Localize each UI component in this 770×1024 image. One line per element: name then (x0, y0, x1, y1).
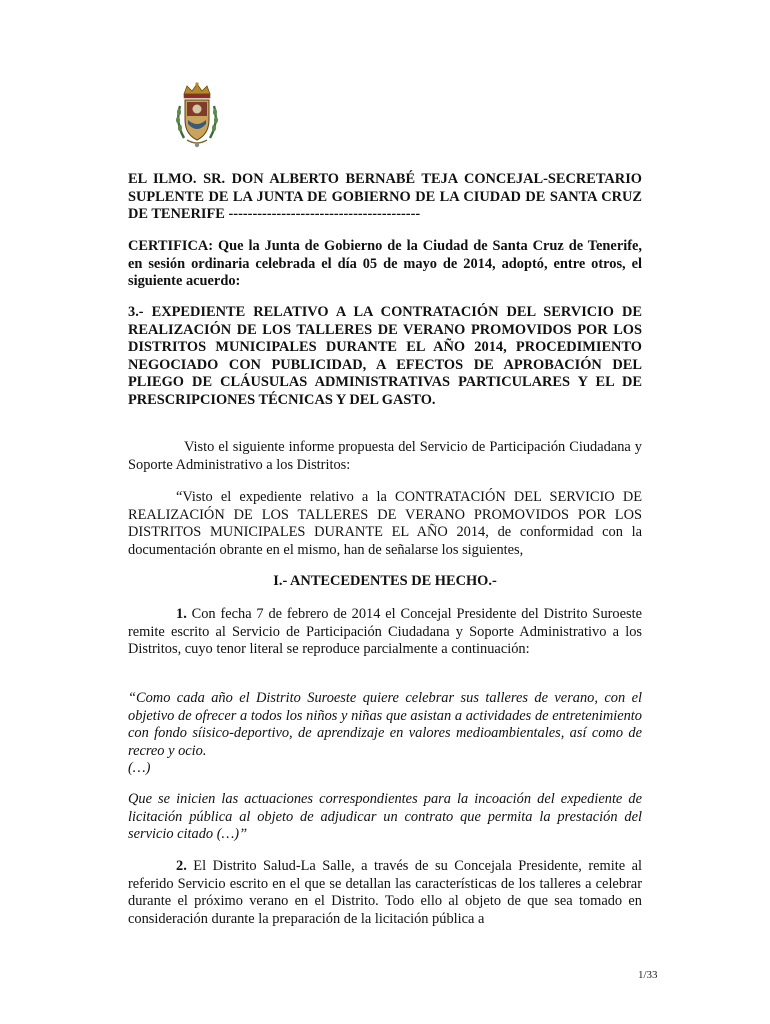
citation-paragraph-2: Que se inicien las actuaciones correspondientes para la incoación del expediente de licitación pública al objeto de adjudicar un contrato que permita la prestación del servicio citado (…)” (128, 791, 642, 843)
intro-block (128, 439, 642, 474)
antecedent-item-2 (128, 858, 642, 928)
agenda-item-title: 3.- EXPEDIENTE RELATIVO A LA CONTRATACIÓN DEL SERVICIO DE REALIZACIÓN DE LOS TALLERES DE VERANO PROMOVIDOS POR LOS DISTRITOS MUNICIPALES DURANTE EL AÑO 2014, PROCEDIMIENTO NEGOCIADO CON PUBLICIDAD, A EFECTOS DE APROBACIÓN DEL PLIEGO DE CLÁUSULAS ADMINISTRATIVAS PARTICULARES Y EL DE PRESCRIPCIONES TÉCNICAS Y DEL GASTO. (128, 304, 642, 408)
certifica-paragraph: CERTIFICA: Que la Junta de Gobierno de la Ciudad de Santa Cruz de Tenerife, en sesión ordinaria celebrada el día 05 de mayo de 2014, adoptó, entre otros, el siguiente acuerdo: (128, 238, 642, 290)
agenda-item-block (128, 304, 642, 410)
citation-block (128, 690, 642, 778)
quote-intro-block (128, 489, 642, 559)
quote-intro-paragraph: “Visto el expediente relativo a la CONTRATACIÓN DEL SERVICIO DE REALIZACIÓN DE LOS TALLERES DE VERANO PROMOVIDOS POR LOS DISTRITOS MUNICIPALES DURANTE EL AÑO 2014, de conformidad con la documentación obrante en el mismo, han de señalarse los siguientes, (128, 489, 642, 558)
certifier-title: EL ILMO. SR. DON ALBERTO BERNABÉ TEJA CONCEJAL-SECRETARIO SUPLENTE DE LA JUNTA DE GOBIERNO DE LA CIUDAD DE SANTA CRUZ DE TENERIFE ---------------------------------------- (128, 171, 642, 223)
item-number: 1. (176, 606, 187, 622)
certifica-block (128, 238, 642, 291)
section-heading-block (128, 573, 642, 591)
municipal-seal-logo (172, 80, 222, 152)
item-text: Con fecha 7 de febrero de 2014 el Concejal Presidente del Distrito Suroeste remite escrito al Servicio de Participación Ciudadana y Soporte Administrativo a los Distritos, cuyo tenor literal se reproduce parcialmente a continuación: (128, 606, 642, 658)
section-heading: I.- ANTECEDENTES DE HECHO.- (273, 573, 497, 589)
citation-ellipsis: (…) (128, 760, 151, 777)
intro-paragraph: Visto el siguiente informe propuesta del Servicio de Participación Ciudadana y Soporte Administrativo a los Distritos: (128, 439, 642, 473)
citation-paragraph-1: “Como cada año el Distrito Suroeste quiere celebrar sus talleres de verano, con el objetivo de ofrecer a todos los niños y niñas que asistan a actividades de entretenimiento con fondo síisico-deportivo, de aprendizaje en valores medioambientales, así como de recreo y ocio. (128, 690, 642, 759)
certifier-heading (128, 171, 642, 224)
page-number: 1/33 (638, 969, 658, 981)
antecedent-item-1 (128, 606, 642, 659)
item-number: 2. (176, 858, 187, 874)
item-text: El Distrito Salud-La Salle, a través de su Concejala Presidente, remite al referido Servicio escrito en el que se detallan las características de los talleres a celebrar durante el próximo verano en el Distrito. Todo ello al objeto de que sea tomado en consideración durante la preparación de la licitación pública a (128, 858, 642, 927)
citation-block-2 (128, 791, 642, 844)
